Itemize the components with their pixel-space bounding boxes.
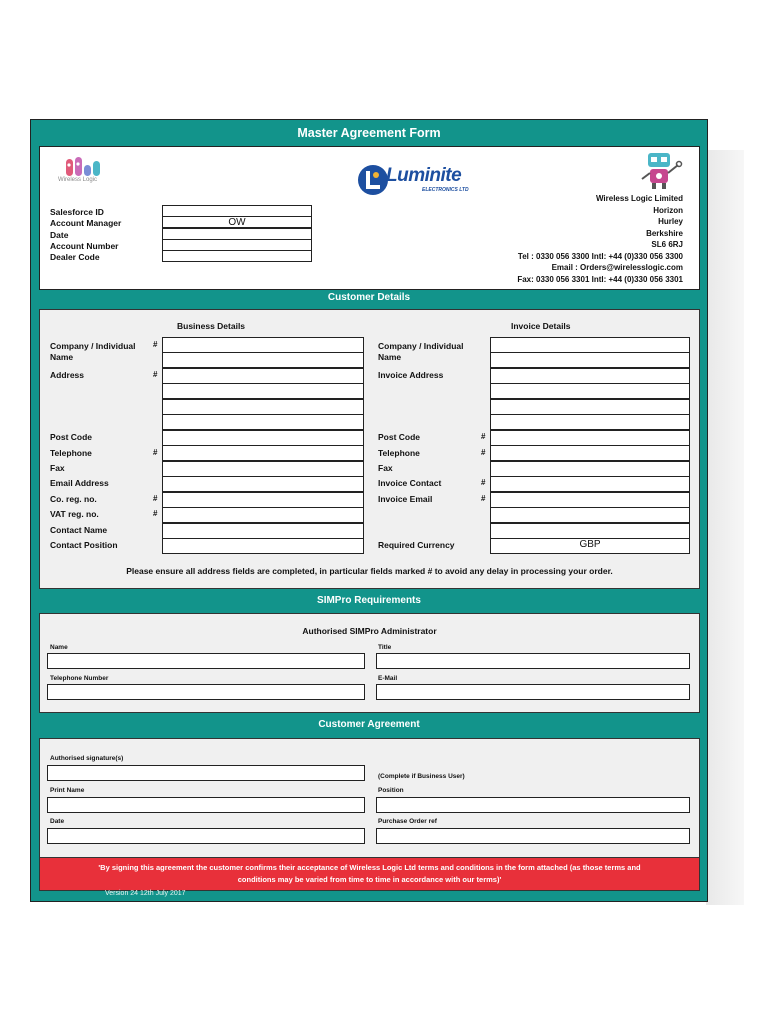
simpro-panel [39,613,700,713]
disclaimer-line-1: 'By signing this agreement the customer confirms their acceptance of Wireless Logic Ltd terms and conditions in the form attached (as those terms and [98,863,641,872]
address-field-2[interactable] [162,383,364,399]
position-label: Position [378,787,404,794]
required-marker: # [481,448,486,457]
required-marker: # [153,494,158,503]
invoice-address-field-3[interactable] [490,399,690,415]
post-code-field[interactable] [162,430,364,446]
contact-position-field[interactable] [162,538,364,554]
wireless-logic-logo [54,155,124,193]
simpro-admin-heading: Authorised SIMPro Administrator [302,626,437,636]
invoice-contact-field[interactable] [490,476,690,492]
form-title: Master Agreement Form [297,126,441,140]
required-marker: # [481,432,486,441]
vat-reg-label: VAT reg. no. [50,509,99,519]
required-currency-label: Required Currency [378,540,455,550]
required-currency-field[interactable]: GBP [490,538,690,554]
signature-label: Authorised signature(s) [50,755,124,762]
email-address-label: Email Address [50,478,109,488]
date-label-agreement: Date [50,818,65,825]
address-line: SL6 6RJ [651,240,683,249]
invoice-email-label: Invoice Email [378,494,433,504]
header-panel [39,146,700,290]
invoice-telephone-field[interactable] [490,445,690,461]
invoice-address-label: Invoice Address [378,370,444,380]
date-label: Date [50,230,69,240]
robot-mascot-icon [638,151,684,191]
invoice-email-field[interactable] [490,492,690,508]
required-marker: # [481,478,486,487]
address-label: Address [50,370,85,380]
simpro-title: SIMPro Requirements [317,595,421,606]
simpro-email-label: E-Mail [378,675,398,682]
invoice-extra-field-1[interactable] [490,507,690,523]
po-ref-label: Purchase Order ref [378,818,437,825]
wireless-logic-logo-text: Wireless Logic [58,177,98,183]
invoice-address-field-4[interactable] [490,414,690,430]
terms-disclaimer-banner [39,857,700,891]
account-number-label: Account Number [50,241,119,251]
address-line: Wireless Logic Limited [595,194,683,203]
invoice-address-field-2[interactable] [490,383,690,399]
simpro-title-field[interactable] [376,653,690,669]
customer-agreement-title: Customer Agreement [318,719,420,730]
invoice-company-name-field[interactable] [490,337,690,353]
dealer-code-field[interactable] [162,250,312,262]
print-name-field[interactable] [47,797,365,813]
invoice-fax-label: Fax [378,463,393,473]
simpro-title-label: Title [378,644,392,651]
address-line: Berkshire [646,229,683,238]
vat-reg-field[interactable] [162,507,364,523]
po-ref-field[interactable] [376,828,690,844]
invoice-company-name-field-2[interactable] [490,352,690,368]
luminite-logo-text: Luminite [386,165,462,186]
address-line: Email : Orders@wirelesslogic.com [551,263,683,272]
address-field-4[interactable] [162,414,364,430]
account-manager-field[interactable]: OW [162,216,312,228]
position-field[interactable] [376,797,690,813]
business-user-note: (Complete if Business User) [378,773,465,780]
contact-position-label: Contact Position [50,540,118,550]
address-line: Hurley [658,217,683,226]
simpro-name-field[interactable] [47,653,365,669]
address-line: Horizon [653,206,683,215]
required-marker: # [153,509,158,518]
contact-name-label: Contact Name [50,525,108,535]
customer-details-panel [39,309,700,589]
required-marker: # [153,370,158,379]
address-line: Fax: 0330 056 3301 Intl: +44 (0)330 056 3301 [517,275,683,284]
telephone-field[interactable] [162,445,364,461]
invoice-extra-field-2[interactable] [490,523,690,539]
agreement-date-field[interactable] [47,828,365,844]
invoice-post-code-field[interactable] [490,430,690,446]
invoice-company-name-label: Company / Individual Name [378,341,464,362]
invoice-details-heading: Invoice Details [511,321,571,331]
company-name-field[interactable] [162,337,364,353]
customer-details-title: Customer Details [327,292,411,303]
invoice-telephone-label: Telephone [378,448,420,458]
signature-field[interactable] [47,765,365,781]
contact-name-field[interactable] [162,523,364,539]
business-details-heading: Business Details [177,321,246,331]
luminite-logo-sub: ELECTRONICS LTD [422,187,469,193]
co-reg-label: Co. reg. no. [50,494,97,504]
invoice-fax-field[interactable] [490,461,690,477]
print-name-label: Print Name [50,787,85,794]
address-field-3[interactable] [162,399,364,415]
address-line: Tel : 0330 056 3300 Intl: +44 (0)330 056 3300 [517,252,683,261]
invoice-post-code-label: Post Code [378,432,421,442]
page-shadow [706,150,744,905]
invoice-contact-label: Invoice Contact [378,478,442,488]
company-name-field-2[interactable] [162,352,364,368]
address-field-1[interactable] [162,368,364,384]
invoice-address-field-1[interactable] [490,368,690,384]
salesforce-id-label: Salesforce ID [50,207,104,217]
disclaimer-line-2: conditions may be varied from time to time in accordance with our terms)' [237,875,502,884]
simpro-name-label: Name [50,644,68,651]
required-marker: # [481,494,486,503]
co-reg-field[interactable] [162,492,364,508]
version-label: Version 24 12th July 2017 [105,890,186,897]
master-agreement-form [30,119,708,902]
required-marker: # [153,340,158,349]
email-address-field[interactable] [162,476,364,492]
telephone-label: Telephone [50,448,92,458]
simpro-email-field[interactable] [376,684,690,700]
fax-field[interactable] [162,461,364,477]
dealer-code-label: Dealer Code [50,252,100,262]
post-code-label: Post Code [50,432,93,442]
account-manager-label: Account Manager [50,218,122,228]
simpro-telephone-field[interactable] [47,684,365,700]
fax-label: Fax [50,463,65,473]
address-notice: Please ensure all address fields are completed, in particular fields marked # to avoid any delay in processing your order. [126,566,613,576]
customer-agreement-panel [39,738,700,858]
required-marker: # [153,448,158,457]
simpro-telephone-label: Telephone Number [50,675,109,682]
company-name-label: Company / Individual Name [50,341,136,362]
luminite-logo [356,163,488,199]
